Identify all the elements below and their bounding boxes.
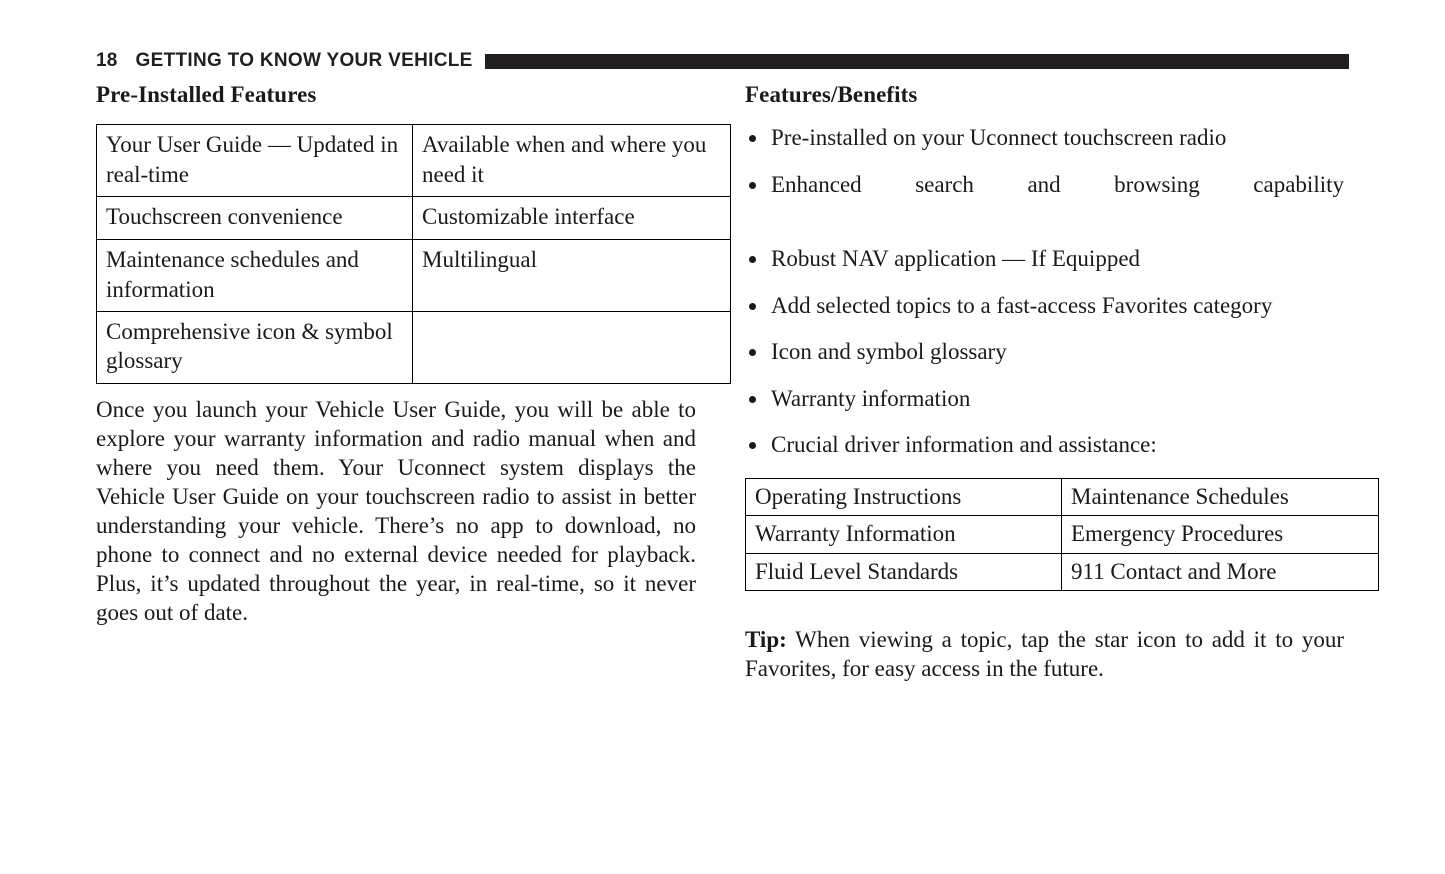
running-header: [96, 48, 1349, 74]
table-row: [746, 553, 1379, 590]
bullet-icon: [749, 349, 756, 356]
table-cell: Available when and where you need it: [413, 125, 731, 197]
list-item-label: Robust NAV application — If Equipped: [771, 246, 1141, 272]
tip-paragraph: [745, 625, 1344, 683]
table-cell: Touchscreen convenience: [97, 197, 413, 240]
list-item-label: Warranty information: [771, 385, 971, 411]
header-rule-bar: [485, 54, 1349, 69]
list-item-label: Crucial driver information and assistance:: [771, 432, 1157, 458]
table-row: [746, 516, 1379, 553]
table-cell: [413, 312, 731, 384]
header-chapter-title: GETTING TO KNOW YOUR VEHICLE: [135, 50, 473, 71]
list-item: [745, 431, 1344, 459]
tip-label: Tip:: [745, 627, 787, 653]
table-cell: Comprehensive icon & symbol glossary: [97, 312, 413, 384]
bullet-icon: [749, 182, 756, 189]
list-item: [745, 292, 1344, 320]
page-title: Pre-Installed Features: [96, 82, 317, 107]
left-column: [96, 82, 707, 627]
table-cell: Operating Instructions: [746, 479, 1062, 516]
list-item: [745, 385, 1344, 413]
table-row: [97, 240, 731, 312]
tip-text: When viewing a topic, tap the star icon to add it to your Favorites, for easy access in the future.: [745, 627, 1344, 682]
list-item: [745, 171, 1344, 226]
pre-installed-features-table: [96, 124, 731, 384]
bullet-icon: [749, 303, 756, 310]
list-item-label: Icon and symbol glossary: [771, 339, 1007, 365]
table-cell: Warranty Information: [746, 516, 1062, 553]
list-item-label: Add selected topics to a fast-access Favorites category: [771, 292, 1273, 318]
features-benefits-list: [745, 124, 1344, 459]
table-cell: Maintenance Schedules: [1062, 479, 1379, 516]
bullet-icon: [749, 396, 756, 403]
features-benefits-heading: Features/Benefits: [745, 82, 918, 107]
bullet-icon: [749, 135, 756, 142]
list-item-label: Enhanced search and browsing capability: [771, 171, 1344, 197]
list-item: [745, 338, 1344, 366]
table-row: [97, 312, 731, 384]
list-item: [745, 124, 1344, 152]
table-row: [97, 125, 731, 197]
table-cell: Your User Guide — Updated in real-time: [97, 125, 413, 197]
right-column: [745, 82, 1344, 683]
list-item: [745, 245, 1344, 273]
table-cell: Fluid Level Standards: [746, 553, 1062, 590]
list-item-label: Pre-installed on your Uconnect touchscreen radio: [771, 125, 1227, 151]
table-cell: 911 Contact and More: [1062, 553, 1379, 590]
table-cell: Maintenance schedules and information: [97, 240, 413, 312]
table-cell: Emergency Procedures: [1062, 516, 1379, 553]
table-row: [746, 479, 1379, 516]
table-cell: Multilingual: [413, 240, 731, 312]
body-paragraph: Once you launch your Vehicle User Guide, you will be able to explore your warranty information and radio manual when and where you need them. Your Uconnect system displays the Vehicle User Guide on your touchscreen radio to assist in better understanding your vehicle. There’s no app to download, no phone to connect and no external device needed for playback. Plus, it’s updated throughout the year, in real-time, so it never goes out of date.: [96, 396, 696, 625]
bullet-icon: [749, 442, 756, 449]
page-number: 18: [96, 50, 118, 71]
table-cell: Customizable interface: [413, 197, 731, 240]
bullet-icon: [749, 256, 756, 263]
driver-information-table: [745, 478, 1379, 591]
table-row: [97, 197, 731, 240]
